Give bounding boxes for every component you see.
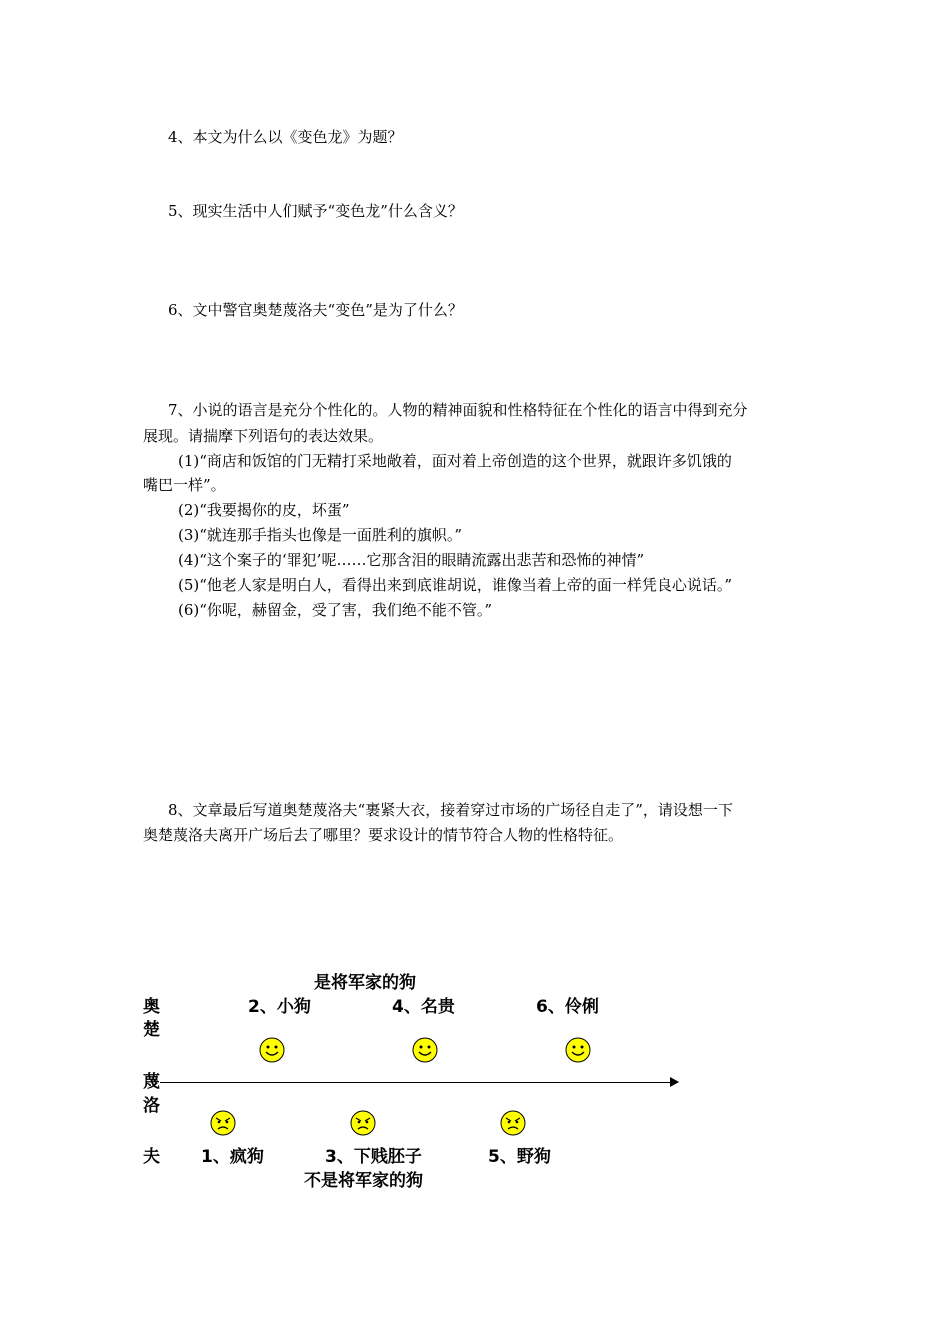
q7-item-3: (3)“就连那手指头也像是一面胜利的旗帜。” xyxy=(178,526,463,544)
smiley-face-icon xyxy=(259,1037,285,1063)
question-4: 4、本文为什么以《变色龙》为题？ xyxy=(168,128,403,146)
bottom-item-3: 5、野狗 xyxy=(488,1147,551,1167)
name-char-4: 洛 xyxy=(143,1096,160,1116)
top-label: 是将军家的狗 xyxy=(314,973,416,993)
smiley-face-icon xyxy=(565,1037,591,1063)
frowning-face-icon xyxy=(210,1110,236,1136)
top-item-3: 6、伶俐 xyxy=(536,997,599,1017)
frowning-face-icon xyxy=(350,1110,376,1136)
smiley-face-icon xyxy=(412,1037,438,1063)
bottom-item-2: 3、下贱胚子 xyxy=(325,1147,422,1167)
q7-item-5: (5)“他老人家是明白人，看得出来到底谁胡说，谁像当着上帝的面一样凭良心说话。” xyxy=(178,576,733,594)
q7-item-4: (4)“这个案子的‘罪犯’呢……它那含泪的眼睛流露出悲苦和恐怖的神情” xyxy=(178,551,645,569)
name-char-3: 蔑 xyxy=(143,1072,160,1092)
q7-item-2: (2)“我要揭你的皮，坏蛋” xyxy=(178,501,350,519)
top-item-2: 4、名贵 xyxy=(392,997,455,1017)
q7-item-1b: 嘴巴一样”。 xyxy=(143,476,226,494)
name-char-5: 夫 xyxy=(143,1147,160,1167)
name-char-1: 奥 xyxy=(143,997,160,1017)
question-5: 5、现实生活中人们赋予“变色龙”什么含义？ xyxy=(168,202,463,220)
top-item-1: 2、小狗 xyxy=(248,997,311,1017)
question-8-line-2: 奥楚蔑洛夫离开广场后去了哪里？要求设计的情节符合人物的性格特征。 xyxy=(143,826,624,844)
bottom-item-1: 1、疯狗 xyxy=(201,1147,264,1167)
q7-item-6: (6)“你呢，赫留金，受了害，我们绝不能不管。” xyxy=(178,601,493,619)
arrow-line xyxy=(160,1082,678,1084)
question-8-line-1: 8、文章最后写道奥楚蔑洛夫“裹紧大衣，接着穿过市场的广场径自走了”，请设想一下 xyxy=(168,801,733,819)
arrowhead-icon xyxy=(670,1077,679,1087)
question-6: 6、文中警官奥楚蔑洛夫“变色”是为了什么？ xyxy=(168,301,463,319)
name-char-2: 楚 xyxy=(143,1020,160,1040)
question-7-line-1: 7、小说的语言是充分个性化的。人物的精神面貌和性格特征在个性化的语言中得到充分 xyxy=(168,401,748,419)
question-7-line-2: 展现。请揣摩下列语句的表达效果。 xyxy=(143,427,384,445)
frowning-face-icon xyxy=(500,1110,526,1136)
bottom-label: 不是将军家的狗 xyxy=(304,1171,423,1191)
q7-item-1a: (1)“商店和饭馆的门无精打采地敞着，面对着上帝创造的这个世界，就跟许多饥饿的 xyxy=(178,452,732,470)
